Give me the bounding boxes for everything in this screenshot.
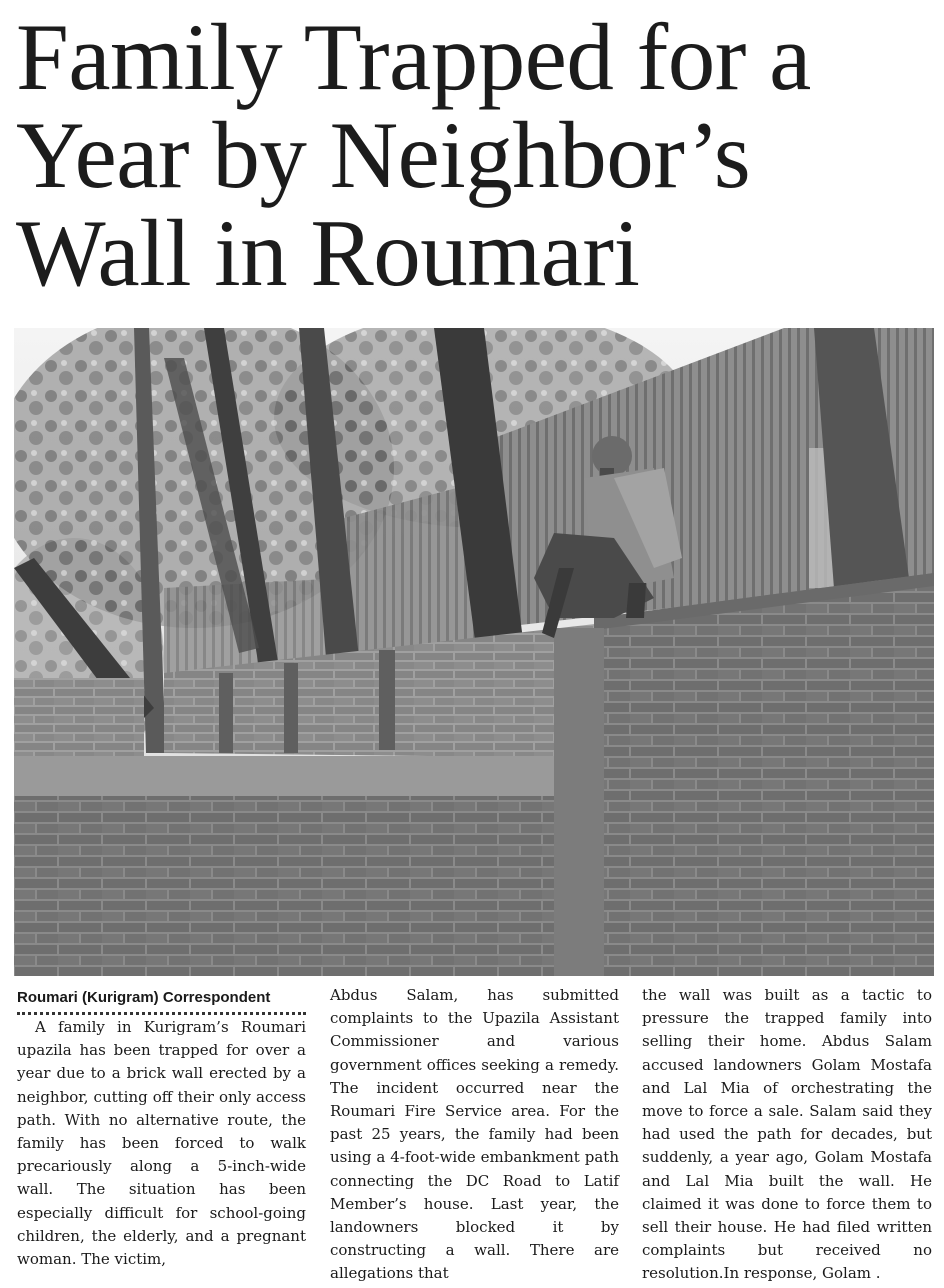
headline: Family Trapped for a Year by Neighbor’s Wall in Roumari xyxy=(16,4,811,306)
byline: Roumari (Kurigram) Correspondent xyxy=(17,988,306,1015)
article-column-1: A family in Kurigram’s Roumari upazila has been trapped for over a year due to a brick wall erected by a neighbor, cutting off their only access path. With no alternative route, the family has been forced to walk precariously along a 5-inch-wide wall. The situation has been especially difficult for school-going children, the elderly, and a pregnant woman. The victim, xyxy=(17,1018,306,1269)
article-column-2: Abdus Salam, has submitted complaints to the Upazila Assistant Commissioner and various government offices seeking a remedy. The incident occurred near the Roumari Fire Service area. For the past 25 years, the family had been using a 4-foot-wide embankment path connecting the DC Road to Latif Member’s house. Last year, the landowners blocked it by constructing a wall. There are allegations that xyxy=(330,986,619,1283)
news-photo xyxy=(14,328,934,976)
article-column-3: the wall was built as a tactic to pressure the trapped family into selling their home. Abdus Salam accused landowners Golam Mostafa and Lal Mia of orchestrating the move to force a sale. Salam said they had used the path for decades, but suddenly, a year ago, Golam Mostafa and Lal Mia built the wall. He claimed it was done to force them to sell their house. He had filed written complaints but received no resolution.In response, Golam . xyxy=(642,986,932,1283)
